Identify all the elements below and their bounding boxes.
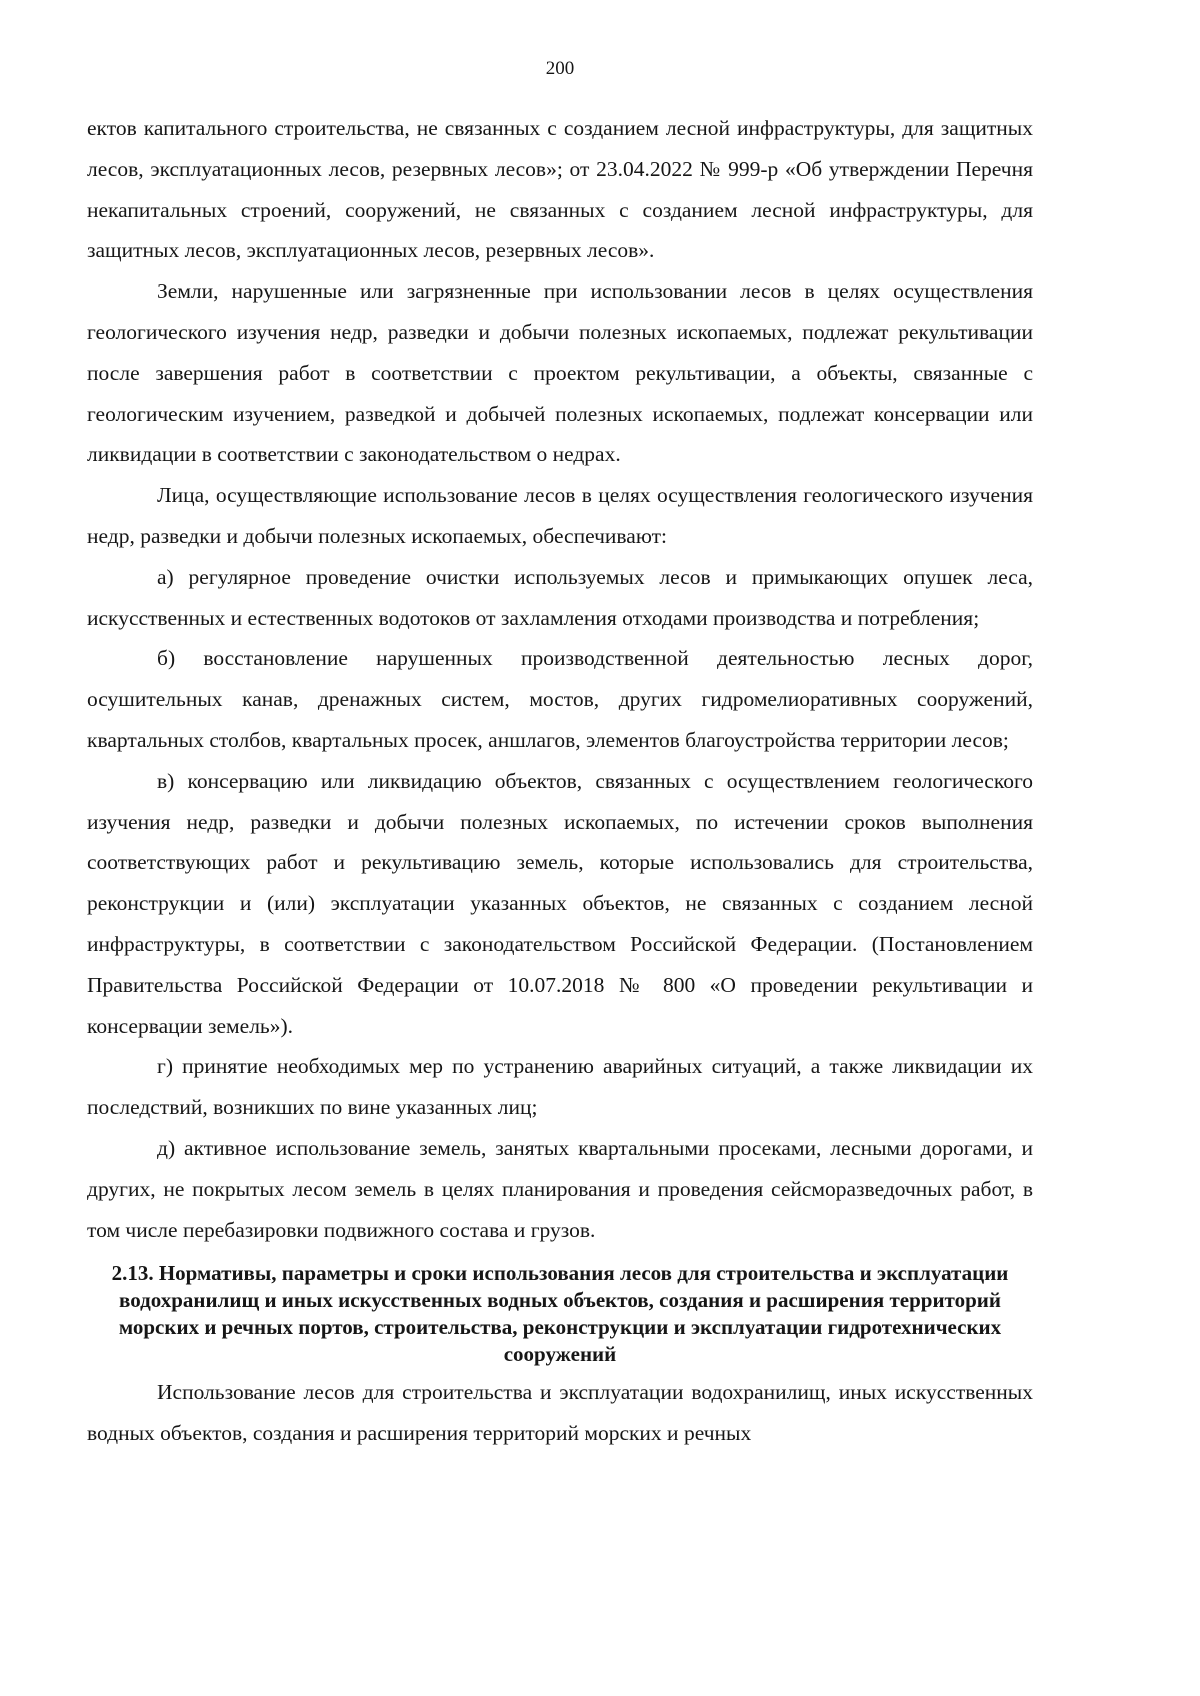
- list-item-v: в) консервацию или ликвидацию объектов, связанных с осуществлением геологического изучения недр, разведки и добычи полезных ископаемых, по истечении сроков выполнения соответствующих работ и рекультивацию земель, которые использовались для строительства, реконструкции и (или) эксплуатации указанных объектов, не связанных с созданием лесной инфраструктуры, в соответствии с законодательством Российской Федерации. (Постановлением Правительства Российской Федерации от 10.07.2018 № 800 «О проведении рекультивации и консервации земель»).: [87, 768, 1033, 1038]
- paragraph-land-reclamation: Земли, нарушенные или загрязненные при использовании лесов в целях осуществления геологического изучения недр, разведки и добычи полезных ископаемых, подлежат рекультивации после завершения работ в соответствии с проектом рекультивации, а объекты, связанные с геологическим изучением, разведкой и добычей полезных ископаемых, подлежат консервации или ликвидации в соответствии с законодательством о недрах.: [87, 279, 1033, 467]
- list-item-g: г) принятие необходимых мер по устранению аварийных ситуаций, а также ликвидации их последствий, возникших по вине указанных лиц;: [87, 1054, 1033, 1120]
- page-number: 200: [545, 58, 575, 79]
- section-heading: 2.13. Нормативы, параметры и сроки использования лесов для строительства и эксплуатации водохранилищ и иных искусственных водных объектов, создания и расширения территорий морских и речных портов, строительства, реконструкции и эксплуатации гидротехнических сооружений: [111, 1261, 1009, 1367]
- paragraph-continuation: ектов капитального строительства, не связанных с созданием лесной инфраструктуры, для защитных лесов, эксплуатационных лесов, резервных лесов»; от 23.04.2022 № 999-р «Об утверждении Перечня некапитальных строений, сооружений, не связанных с созданием лесной инфраструктуры, для защитных лесов, эксплуатационных лесов, резервных лесов».: [87, 116, 1033, 263]
- list-item-b: б) восстановление нарушенных производственной деятельностью лесных дорог, осушительных канав, дренажных систем, мостов, других гидромелиоративных сооружений, квартальных столбов, квартальных просек, аншлагов, элементов благоустройства территории лесов;: [87, 646, 1033, 752]
- list-item-d: д) активное использование земель, занятых квартальными просеками, лесными дорогами, и других, не покрытых лесом земель в целях планирования и проведения сейсморазведочных работ, в том числе перебазировки подвижного состава и грузов.: [87, 1135, 1033, 1242]
- page-body: [87, 108, 1033, 1454]
- paragraph-obligations-intro: Лица, осуществляющие использование лесов в целях осуществления геологического изучения недр, разведки и добычи полезных ископаемых, обеспечивают:: [87, 483, 1033, 548]
- list-item-a: а) регулярное проведение очистки используемых лесов и примыкающих опушек леса, искусственных и естественных водотоков от захламления отходами производства и потребления;: [87, 564, 1033, 630]
- section-paragraph: Использование лесов для строительства и эксплуатации водохранилищ, иных искусственных водных объектов, создания и расширения территорий морских и речных: [87, 1380, 1033, 1446]
